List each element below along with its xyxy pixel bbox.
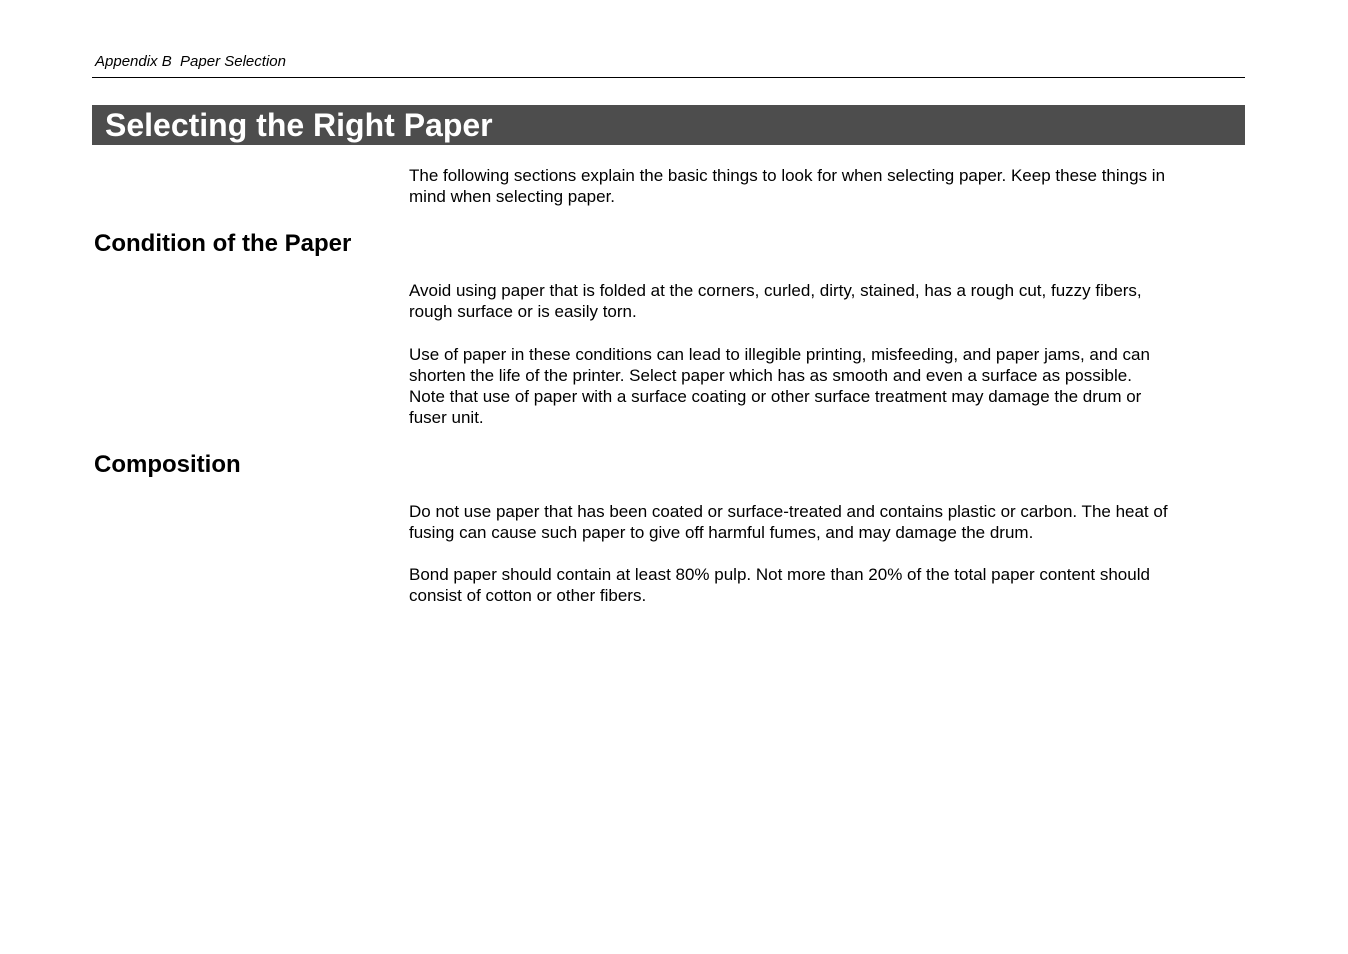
page-title-bar bbox=[92, 105, 1245, 145]
intro-paragraph: The following sections explain the basic things to look for when selecting paper. Keep these things in mind when selecting paper. bbox=[409, 166, 1166, 206]
condition-paragraph-2: Use of paper in these conditions can lead to illegible printing, misfeeding, and paper jams, and can shorten the life of the printer. Select paper which has as smooth and even a surface as possible. Note that use of paper with a surface coating or other surface treatment may damage the drum or fuser unit. bbox=[409, 345, 1150, 427]
composition-paragraph-2: Bond paper should contain at least 80% pulp. Not more than 20% of the total paper content should consist of cotton or other fibers. bbox=[409, 565, 1150, 605]
page-title: Selecting the Right Paper bbox=[105, 107, 493, 143]
composition-paragraph-1: Do not use paper that has been coated or surface-treated and contains plastic or carbon. The heat of fusing can cause such paper to give off harmful fumes, and may damage the drum. bbox=[409, 502, 1168, 542]
section-heading-composition: Composition bbox=[94, 451, 241, 478]
running-header bbox=[92, 52, 1245, 78]
condition-paragraph-1: Avoid using paper that is folded at the corners, curled, dirty, stained, has a rough cut, fuzzy fibers, rough surface or is easily torn. bbox=[409, 281, 1142, 321]
running-header-title: Appendix B Paper Selection bbox=[95, 53, 286, 70]
section-heading-condition: Condition of the Paper bbox=[94, 230, 352, 257]
